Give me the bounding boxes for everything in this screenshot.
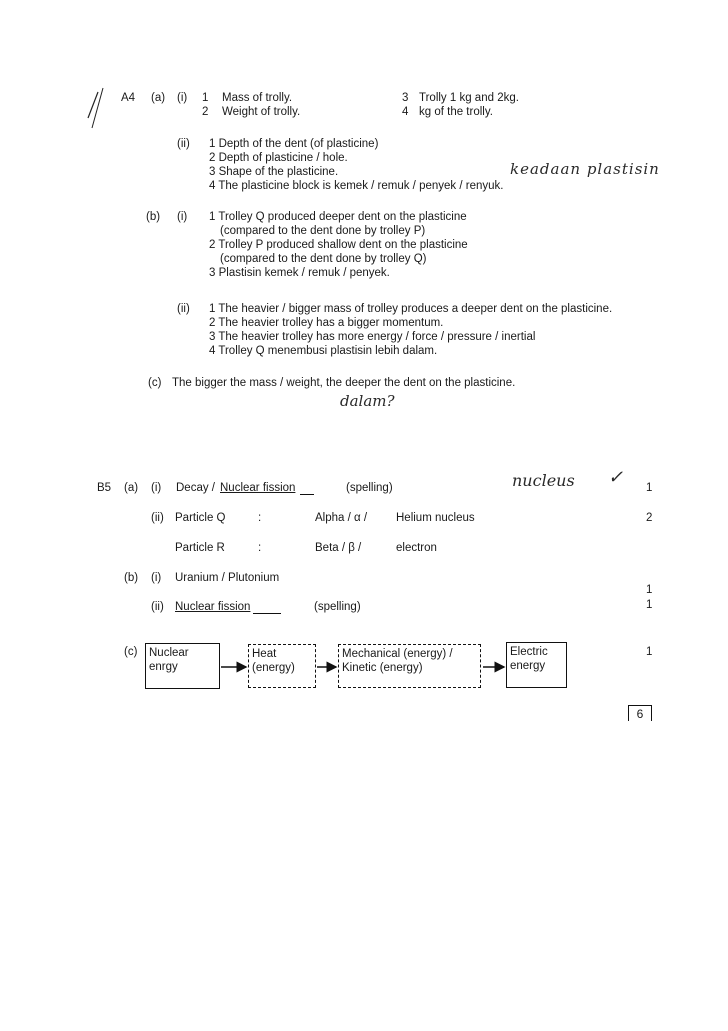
answer-line: 4 The plasticine block is kemek / remuk / penyek / renyuk. [209,180,504,192]
answer-number: 4 [402,106,409,118]
answer-note: (spelling) [346,482,393,494]
mark-value: 1 [646,599,653,611]
colon: : [258,512,262,524]
answer-line: 2 Depth of plasticine / hole. [209,152,348,164]
box-line: energy [510,660,546,672]
box-line: Electric [510,646,548,658]
answer-number: 2 [202,106,209,118]
handwritten-note: keadaan plastisin [510,160,660,178]
mark-value: 2 [646,512,653,524]
answer-line: 1 Trolley Q produced deeper dent on the plasticine [209,211,467,223]
part-label: (c) [124,646,138,658]
answer-note: (spelling) [314,601,361,613]
answer-line: 3 Plastisin kemek / remuk / penyek. [209,267,390,279]
box-line: enrgy [149,661,178,673]
sub-part-label: (i) [177,92,188,104]
answer-line: The bigger the mass / weight, the deeper the dent on the plasticine. [172,377,516,389]
answer-prefix: Decay / [176,482,215,494]
answer-line: Uranium / Plutonium [175,572,280,584]
box-line: Nuclear [149,647,189,659]
colon: : [258,542,262,554]
answer-number: 1 [202,92,209,104]
box-line: Mechanical (energy) / [342,648,453,660]
answer-underlined: Nuclear fission [175,601,251,613]
page-number: 6 [636,707,644,721]
sub-part-label: (i) [177,211,188,223]
handwritten-note: nucleus [512,471,575,490]
sub-part-label: (ii) [151,601,164,613]
answer-line: (compared to the dent done by trolley Q) [220,253,427,265]
answer-line: (compared to the dent done by trolley P) [220,225,426,237]
sub-part-label: (ii) [177,303,190,315]
box-line: Kinetic (energy) [342,662,423,674]
answer-text: Trolly 1 kg and 2kg. [419,92,519,104]
answer-number: 3 [402,92,409,104]
page-number-box [628,705,652,721]
part-label: (c) [148,377,162,389]
answer-line: 2 The heavier trolley has a bigger momentum. [209,317,444,329]
answer-line: 3 Shape of the plasticine. [209,166,339,178]
answer-text: Mass of trolly. [222,92,293,104]
mark-value: 1 [646,584,653,596]
part-label: (a) [151,92,166,104]
sub-part-label: (i) [151,482,162,494]
answer-text: Weight of trolly. [222,106,301,118]
particle-extra: electron [396,542,437,554]
particle-extra: Helium nucleus [396,512,475,524]
answer-line: 1 The heavier / bigger mass of trolley produces a deeper dent on the plasticine. [209,303,613,315]
box-line: (energy) [252,662,295,674]
handwritten-note: dalam? [340,392,395,410]
box-line: Heat [252,648,277,660]
sub-part-label: (i) [151,572,162,584]
particle-answer: Beta / β / [315,542,362,554]
answer-text: kg of the trolly. [419,106,493,118]
part-label: (b) [146,211,161,223]
answer-line: 1 Depth of the dent (of plasticine) [209,138,379,150]
sub-part-label: (ii) [151,512,164,524]
answer-line: 3 The heavier trolley has more energy / force / pressure / inertial [209,331,536,343]
question-label-a4: A4 [121,92,136,104]
particle-answer: Alpha / α / [315,512,368,524]
answer-line: 4 Trolley Q menembusi plastisin lebih dalam. [209,345,438,357]
part-label: (a) [124,482,139,494]
answer-line: 2 Trolley P produced shallow dent on the plasticine [209,239,468,251]
check-mark-icon: ✓ [608,467,624,488]
particle-label: Particle Q [175,512,226,524]
mark-value: 1 [646,482,653,494]
part-label: (b) [124,572,139,584]
question-label-b5: B5 [97,482,112,494]
mark-value: 1 [646,646,653,658]
sub-part-label: (ii) [177,138,190,150]
answer-underlined: Nuclear fission [220,482,296,494]
particle-label: Particle R [175,542,225,554]
